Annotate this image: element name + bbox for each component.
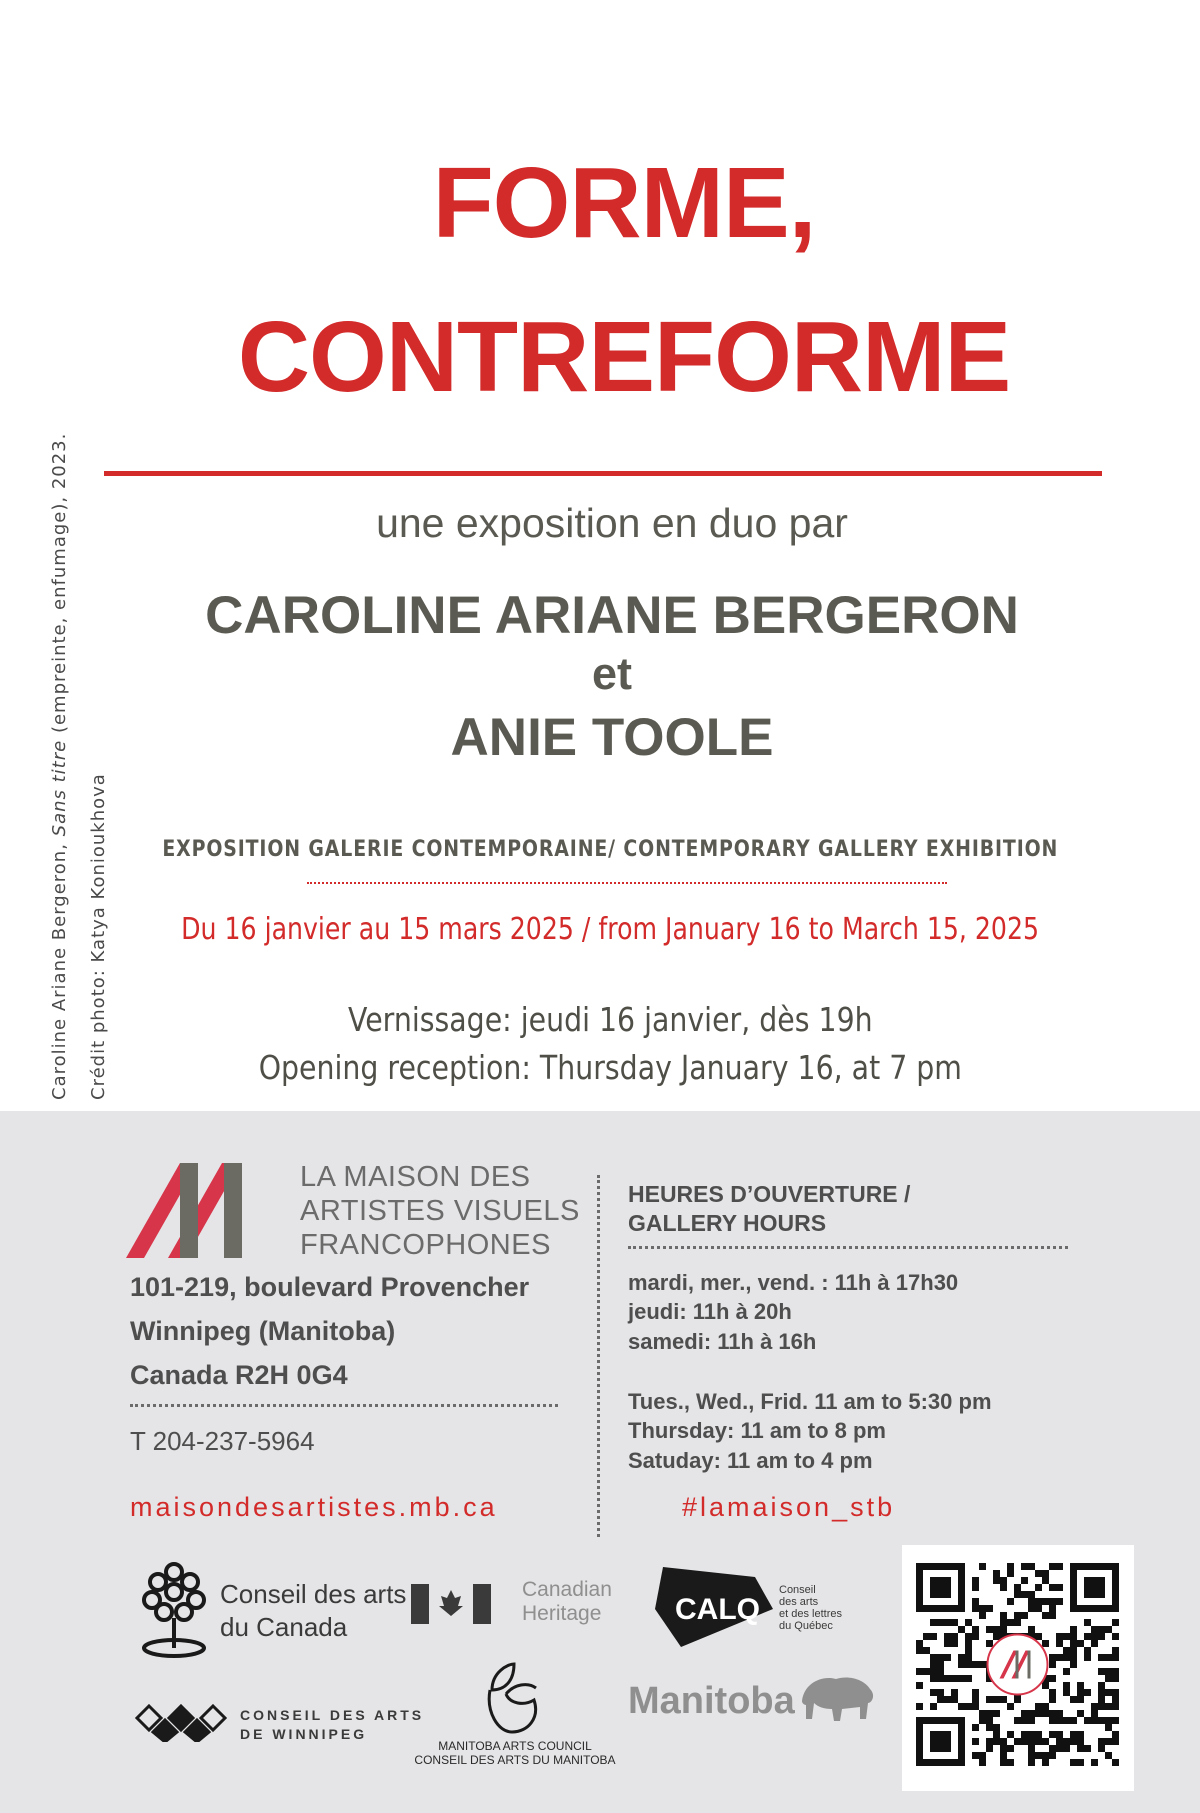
calq-logo-icon [655, 1567, 773, 1647]
canadian-heritage: Canadian Heritage [522, 1578, 612, 1625]
hashtag[interactable]: #lamaison_stb [682, 1492, 896, 1522]
calq-name: Conseil des arts et des lettres du Québec [779, 1584, 842, 1632]
hours-fr-3: samedi: 11h à 16h [628, 1329, 817, 1354]
artist-2: ANIE TOOLE [450, 708, 774, 767]
manitoba-arts-council-icon [480, 1660, 546, 1736]
column-divider [597, 1175, 600, 1537]
phone: T 204-237-5964 [130, 1426, 315, 1456]
qr-code-icon [902, 1545, 1134, 1791]
address-line-1: 101-219, boulevard Provencher [130, 1272, 530, 1302]
photo-credit: Caroline Ariane Bergeron, Sans titre (empreinte, enfumage), 2023. Crédit photo: Katya Konioukhova [49, 432, 109, 1100]
exhibition-dates: Du 16 janvier au 15 mars 2025 / from January 16 to March 15, 2025 [181, 912, 1040, 947]
dotted-divider-red [307, 882, 947, 884]
hours-en-1: Tues., Wed., Frid. 11 am to 5:30 pm [628, 1389, 992, 1414]
artist-1: CAROLINE ARIANE BERGERON [205, 586, 1019, 645]
manitoba-wordmark: Manitoba [628, 1680, 795, 1722]
dotted-divider [130, 1404, 558, 1407]
title-line-2: CONTREFORME [237, 301, 1011, 413]
winnipeg-arts-logo-icon [135, 1700, 227, 1742]
address-line-3: Canada R2H 0G4 [130, 1360, 348, 1390]
canada-flag-icon [411, 1584, 491, 1624]
website-link[interactable]: maisondesartistes.mb.ca [130, 1492, 498, 1522]
hours-fr-2: jeudi: 11h à 20h [628, 1299, 792, 1324]
title-line-1: FORME, [432, 147, 816, 259]
title-divider [104, 471, 1102, 476]
winnipeg-arts-name: CONSEIL DES ARTS DE WINNIPEG [240, 1707, 425, 1742]
hours-title: HEURES D’OUVERTURE / GALLERY HOURS [628, 1181, 911, 1236]
svg-text:CALQ: CALQ [675, 1593, 760, 1626]
subtitle: une exposition en duo par [376, 500, 848, 546]
canada-council-logo-icon [134, 1560, 214, 1660]
canada-council-name: Conseil des arts du Canada [220, 1579, 407, 1642]
manitoba-arts-council-name: MANITOBA ARTS COUNCIL CONSEIL DES ARTS DU MANITOBA [414, 1739, 616, 1767]
bison-icon [798, 1673, 876, 1725]
opening-reception: Opening reception: Thursday January 16, at 7 pm [258, 1048, 962, 1087]
vernissage: Vernissage: jeudi 16 janvier, dès 19h [348, 1000, 873, 1039]
address-line-2: Winnipeg (Manitoba) [130, 1316, 396, 1346]
maison-logo-icon [126, 1163, 286, 1258]
hours-divider [628, 1246, 1068, 1249]
qr-code[interactable] [902, 1545, 1134, 1791]
hours-en-2: Thursday: 11 am to 8 pm [628, 1418, 886, 1443]
org-name: LA MAISON DES ARTISTES VISUELS FRANCOPHONES [300, 1161, 580, 1261]
exhibition-type: EXPOSITION GALERIE CONTEMPORAINE/ CONTEMPORARY GALLERY EXHIBITION [162, 837, 1059, 862]
hours-en-3: Satuday: 11 am to 4 pm [628, 1448, 873, 1473]
artists-conjunction: et [591, 648, 632, 699]
hours-fr-1: mardi, mer., vend. : 11h à 17h30 [628, 1270, 959, 1295]
